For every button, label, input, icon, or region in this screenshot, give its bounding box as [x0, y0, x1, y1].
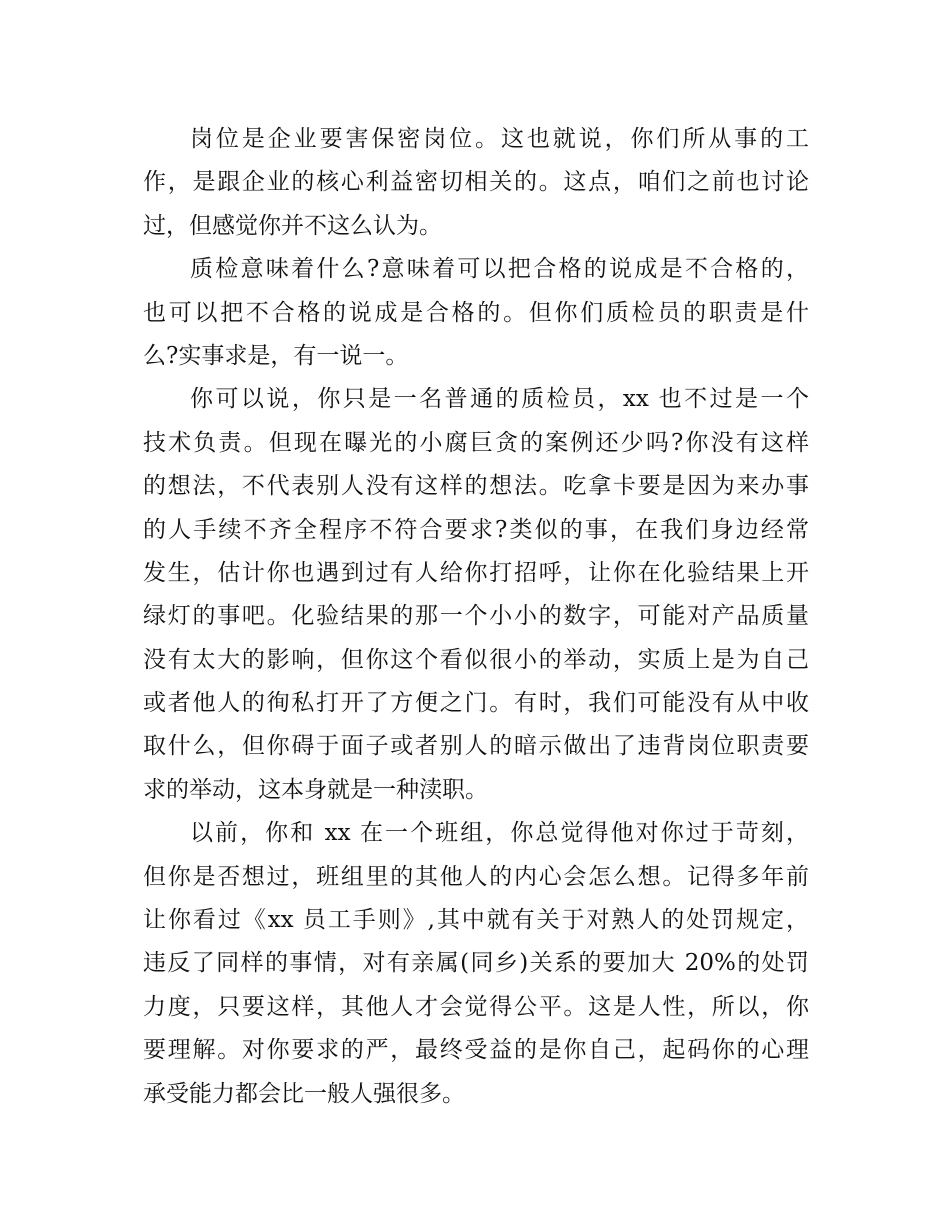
paragraph-line: 的想法，不代表别人没有这样的想法。吃拿卡要是因为来办事 [143, 473, 809, 500]
paragraph-line: 绿灯的事吧。化验结果的那一个小小的数字，可能对产品质量 [143, 603, 809, 630]
paragraph-line: 没有太大的影响，但你这个看似很小的举动，实质上是为自己 [143, 646, 809, 673]
paragraph-line: 让你看过《xx 员工手则》,其中就有关于对熟人的处罚规定， [143, 907, 809, 934]
paragraph-line: 的人手续不齐全程序不符合要求?类似的事，在我们身边经常 [143, 516, 809, 543]
paragraph-line: 发生，估计你也遇到过有人给你打招呼，让你在化验结果上开 [143, 559, 809, 586]
paragraph-line: 技术负责。但现在曝光的小腐巨贪的案例还少吗?你没有这样 [143, 429, 809, 456]
paragraph-line: 但你是否想过，班组里的其他人的内心会怎么想。记得多年前 [143, 863, 809, 890]
paragraph-line: 取什么，但你碍于面子或者别人的暗示做出了违背岗位职责要 [143, 733, 809, 760]
paragraph-line: 违反了同样的事情，对有亲属(同乡)关系的要加大 20%的处罚 [143, 950, 809, 977]
paragraph-line: 承受能力都会比一般人强很多。 [143, 1080, 465, 1107]
paragraph-line: 求的举动，这本身就是一种渎职。 [143, 776, 488, 803]
paragraph-line: 作，是跟企业的核心利益密切相关的。这点，咱们之前也讨论 [143, 169, 809, 196]
document-body [143, 118, 809, 1116]
paragraph-line: 么?实事求是，有一说一。 [143, 342, 409, 369]
paragraph-line: 岗位是企业要害保密岗位。这也就说，你们所从事的工 [190, 126, 809, 152]
paragraph-line: 力度，只要这样，其他人才会觉得公平。这是人性，所以，你 [143, 993, 809, 1020]
paragraph-line: 或者他人的徇私打开了方便之门。有时，我们可能没有从中收 [143, 690, 809, 717]
paragraph-line: 质检意味着什么?意味着可以把合格的说成是不合格的， [190, 256, 809, 283]
paragraph-1 [143, 118, 809, 248]
paragraph-2 [143, 248, 809, 378]
paragraph-line: 要理解。对你要求的严，最终受益的是你自己，起码你的心理 [143, 1037, 809, 1064]
paragraph-4 [143, 812, 809, 1116]
paragraph-line: 过，但感觉你并不这么认为。 [143, 212, 442, 239]
paragraph-line: 你可以说，你只是一名普通的质检员，xx 也不过是一个 [190, 386, 809, 413]
paragraph-line: 也可以把不合格的说成是合格的。但你们质检员的职责是什 [143, 299, 809, 326]
paragraph-line: 以前，你和 xx 在一个班组，你总觉得他对你过于苛刻， [190, 820, 809, 847]
paragraph-3 [143, 378, 809, 812]
